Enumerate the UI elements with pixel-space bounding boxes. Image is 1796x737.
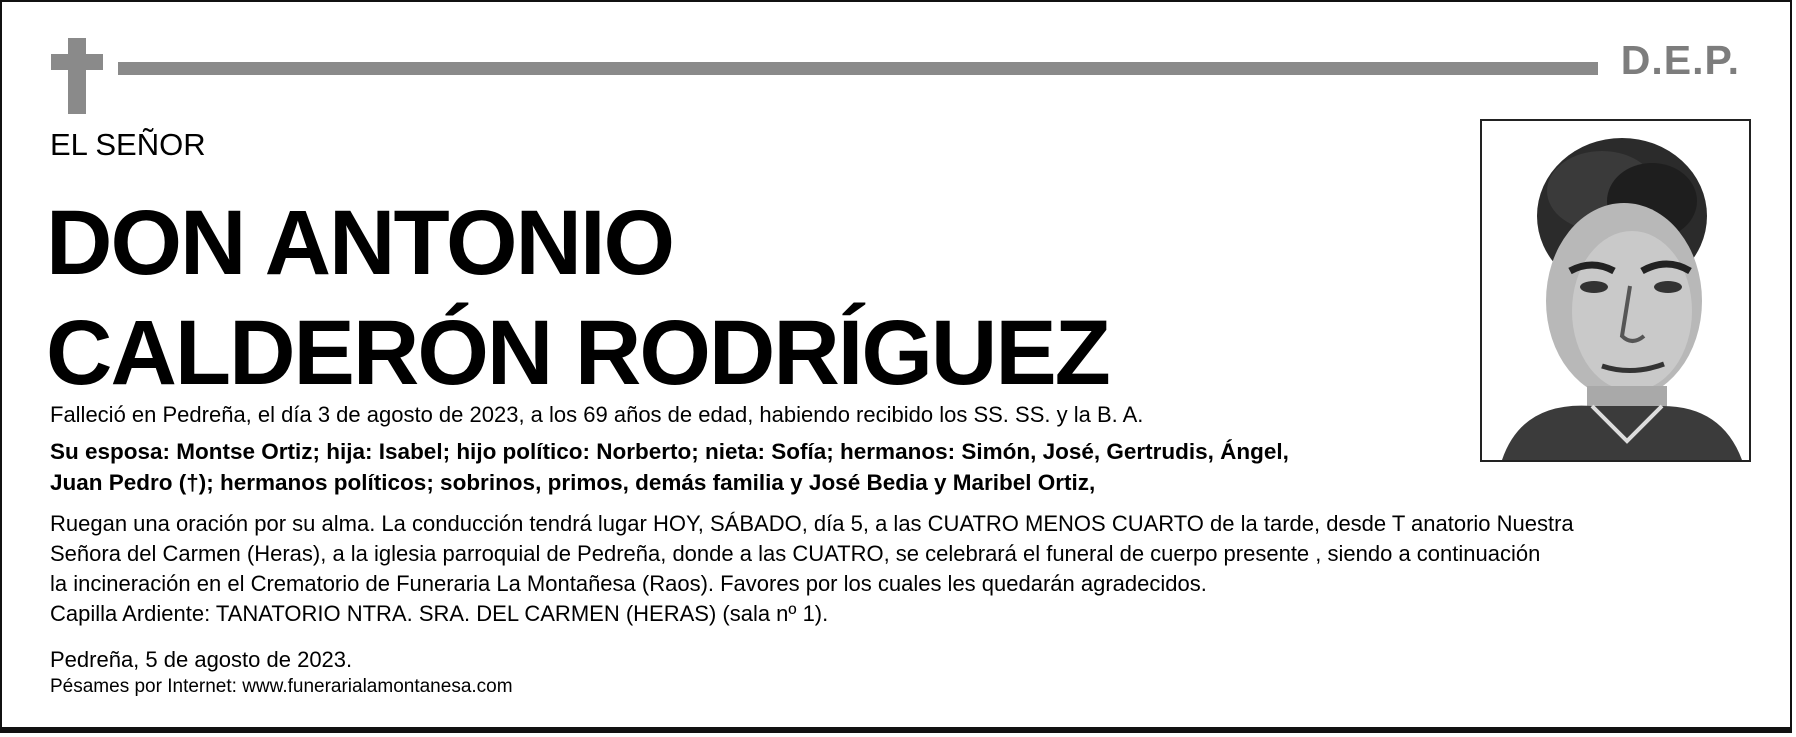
deceased-name — [46, 188, 1109, 408]
death-notice: Falleció en Pedreña, el día 3 de agosto de 2023, a los 69 años de edad, habiendo recibido los SS. SS. y la B. A. — [50, 402, 1144, 427]
family-line-1: Su esposa: Montse Ortiz; hija: Isabel; hijo político: Norberto; nieta: Sofía; hermanos: Simón, José, Gertrudis, Ángel, — [50, 439, 1289, 464]
condolences-link: Pésames por Internet: www.funerarialamontanesa.com — [50, 676, 513, 697]
name-line-2: CALDERÓN RODRÍGUEZ — [46, 302, 1109, 404]
header-rule — [118, 62, 1598, 75]
funeral-line-2: Señora del Carmen (Heras), a la iglesia parroquial de Pedreña, donde a las CUATRO, se celebrará el funeral de cuerpo presente , siendo a continuación — [50, 541, 1541, 566]
honorific: EL SEÑOR — [50, 127, 206, 162]
cross-icon — [51, 38, 103, 114]
funeral-details — [50, 509, 1750, 629]
dep-label: D.E.P. — [1620, 37, 1740, 83]
place-date: Pedreña, 5 de agosto de 2023. — [50, 647, 353, 672]
family-list — [50, 436, 1750, 498]
family-line-2: Juan Pedro (†); hermanos políticos; sobrinos, primos, demás familia y José Bedia y Maribel Ortiz, — [50, 470, 1096, 495]
name-line-1: DON ANTONIO — [46, 192, 674, 294]
chapel-info: Capilla Ardiente: TANATORIO NTRA. SRA. DEL CARMEN (HERAS) (sala nº 1). — [50, 601, 829, 626]
funeral-line-3: la incineración en el Crematorio de Funeraria La Montañesa (Raos). Favores por los cuales les quedarán agradecidos. — [50, 571, 1207, 596]
funeral-line-1: Ruegan una oración por su alma. La conducción tendrá lugar HOY, SÁBADO, día 5, a las CUATRO MENOS CUARTO de la tarde, desde T anatorio Nuestra — [50, 511, 1574, 536]
